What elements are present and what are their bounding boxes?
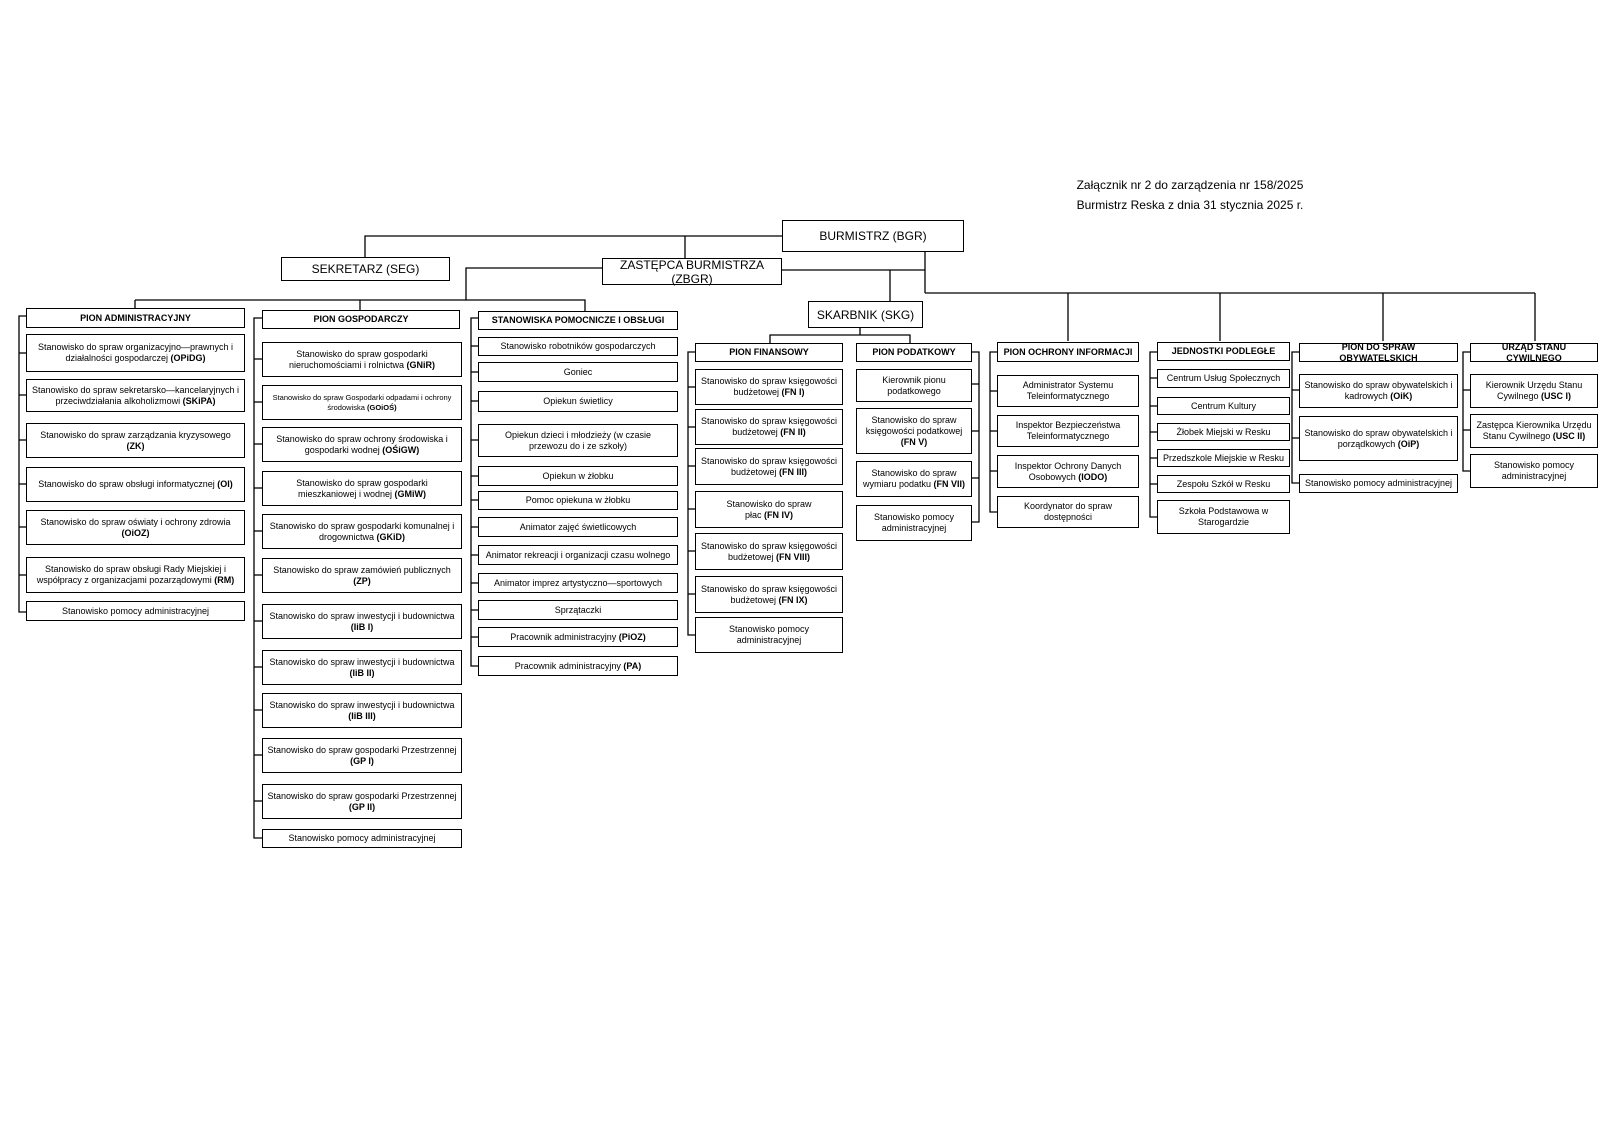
unit-label: Inspektor Ochrony Danych Osobowych (IODO): [1014, 460, 1122, 482]
unit-box: [695, 409, 843, 445]
unit-label: Stanowisko do spraw zamówień publicznych (ZP): [273, 564, 451, 586]
unit-label: Kierownik Urzędu Stanu Cywilnego (USC I): [1485, 380, 1583, 401]
unit-box: [1157, 369, 1290, 388]
unit-box: [1157, 397, 1290, 415]
unit-box: [478, 545, 678, 565]
attachment-note: [1050, 175, 1330, 215]
unit-box: [695, 491, 843, 528]
unit-label: Stanowisko do spraw ochrony środowiska i gospodarki wodnej (OŚiGW): [276, 433, 448, 455]
pomocnicze-header: [478, 311, 678, 330]
unit-box: [695, 448, 843, 485]
pion-finansowy-title: PION FINANSOWY: [729, 347, 809, 357]
unit-label: Stanowisko do spraw płac (FN IV): [726, 498, 812, 520]
burmistrz-label: BURMISTRZ (BGR): [819, 229, 927, 243]
unit-label: Stanowisko pomocy administracyjnej: [61, 605, 210, 616]
unit-label: Opiekun świetlicy: [543, 396, 613, 406]
unit-label: Stanowisko do spraw księgowości budżetowej (FN II): [700, 416, 838, 437]
unit-label: Stanowisko do spraw inwestycji i budownictwa (IiB III): [269, 699, 455, 721]
unit-label: Stanowisko do spraw gospodarki Przestrzennej (GP I): [267, 744, 457, 766]
skarbnik-box: [808, 301, 923, 328]
pion-ochrony-title: PION OCHRONY INFORMACJI: [1003, 346, 1133, 357]
unit-box: [856, 505, 972, 541]
unit-box: [478, 391, 678, 412]
unit-label: Stanowisko do spraw obywatelskich i kadrowych (OiK): [1304, 380, 1453, 401]
skarbnik-label: SKARBNIK (SKG): [816, 307, 915, 322]
sekretarz-label: SEKRETARZ (SEG): [311, 262, 420, 276]
unit-label: Animator zajęć świetlicowych: [519, 521, 637, 532]
unit-box: [478, 573, 678, 593]
unit-label: Stanowisko pomocy administracyjnej: [728, 624, 810, 645]
unit-box: [1299, 374, 1458, 408]
unit-label: Stanowisko do spraw księgowości budżetowej (FN III): [700, 455, 838, 477]
unit-label: Zastępca Kierownika Urzędu Stanu Cywilnego (USC II): [1476, 420, 1592, 441]
unit-box: [262, 604, 462, 639]
unit-box: [262, 558, 462, 593]
zastepca-box: [602, 258, 782, 285]
unit-box: [1157, 423, 1290, 441]
unit-box: [262, 784, 462, 819]
unit-label: Koordynator do spraw dostępności: [1023, 501, 1113, 522]
unit-box: [1470, 454, 1598, 488]
unit-label: Stanowisko do spraw organizacyjno—prawnych i działalności gospodarczej (OPiDG): [37, 342, 234, 363]
unit-label: Stanowisko robotników gospodarczych: [500, 341, 656, 351]
unit-label: Pomoc opiekuna w żłobku: [525, 495, 631, 505]
unit-label: Stanowisko do spraw inwestycji i budownictwa (IiB I): [269, 610, 455, 632]
unit-box: [1299, 416, 1458, 461]
jednostki-title: JEDNOSTKI PODLEGŁE: [1171, 346, 1276, 356]
unit-label: Stanowisko do spraw obsługi Rady Miejskiej i współpracy z organizacjami pozarządowymi (RM): [36, 564, 235, 585]
sekretarz-box: [281, 257, 450, 281]
unit-label: Centrum Kultury: [1190, 400, 1257, 411]
unit-box: [997, 375, 1139, 407]
unit-box: [26, 467, 245, 502]
unit-box: [26, 601, 245, 621]
unit-box: [478, 362, 678, 382]
unit-label: Stanowisko pomocy administracyjnej: [288, 833, 436, 843]
unit-box: [262, 738, 462, 773]
unit-box: [26, 423, 245, 458]
unit-label: Stanowisko do spraw gospodarki nieruchomościami i rolnictwa (GNiR): [288, 348, 436, 370]
unit-box: [262, 427, 462, 462]
unit-box: [478, 491, 678, 510]
unit-label: Stanowisko pomocy administracyjnej: [1493, 460, 1575, 481]
unit-label: Stanowisko pomocy administracyjnej: [873, 512, 955, 533]
unit-box: [262, 471, 462, 506]
pomocnicze-title: STANOWISKA POMOCNICZE I OBSŁUGI: [491, 315, 665, 325]
unit-box: [478, 517, 678, 537]
unit-label: Administrator Systemu Teleinformatycznego: [1022, 380, 1114, 401]
zastepca-label: ZASTĘPCA BURMISTRZA (ZBGR): [619, 257, 765, 286]
usc-title: URZĄD STANU CYWILNEGO: [1501, 341, 1567, 363]
unit-label: Stanowisko do spraw obywatelskich i porządkowych (OiP): [1304, 427, 1453, 449]
unit-box: [695, 533, 843, 570]
unit-label: Centrum Usług Społecznych: [1166, 373, 1281, 383]
unit-box: [997, 455, 1139, 488]
unit-box: [1470, 374, 1598, 408]
unit-box: [26, 379, 245, 412]
unit-label: Stanowisko do spraw księgowości budżetowej (FN VIII): [700, 540, 838, 562]
unit-label: Animator rekreacji i organizacji czasu wolnego: [485, 549, 671, 560]
unit-box: [26, 510, 245, 545]
unit-label: Goniec: [563, 366, 593, 377]
burmistrz-box: [782, 220, 964, 252]
unit-box: [695, 576, 843, 613]
unit-box: [695, 617, 843, 653]
unit-box: [262, 514, 462, 549]
unit-box: [1299, 474, 1458, 493]
unit-box: [262, 385, 462, 420]
unit-label: Stanowisko do spraw wymiaru podatku (FN VII): [862, 468, 966, 489]
unit-label: Opiekun dzieci i młodzieży (w czasie przewozu do i ze szkoły): [504, 429, 652, 451]
unit-label: Pracownik administracyjny (PiOZ): [510, 631, 646, 642]
pion-obywatelskich-title: PION DO SPRAW OBYWATELSKICH: [1339, 341, 1418, 363]
unit-label: Szkoła Podstawowa w Starogardzie: [1178, 506, 1269, 527]
unit-box: [997, 496, 1139, 528]
unit-box: [478, 656, 678, 676]
pion-podatkowy-title: PION PODATKOWY: [872, 347, 956, 357]
unit-box: [695, 369, 843, 405]
unit-label: Stanowisko pomocy administracyjnej: [1304, 478, 1453, 488]
unit-label: Animator imprez artystyczno—sportowych: [493, 577, 663, 588]
unit-box: [1157, 475, 1290, 493]
unit-box: [262, 342, 462, 377]
unit-label: Opiekun w żłobku: [542, 470, 614, 481]
unit-box: [478, 337, 678, 356]
unit-label: Inspektor Bezpieczeństwa Teleinformatycznego: [1015, 420, 1121, 441]
pion-podatkowy-header: [856, 343, 972, 362]
attachment-note-line2: Burmistrz Reska z dnia 31 stycznia 2025 r.: [1076, 198, 1304, 212]
jednostki-header: [1157, 342, 1290, 361]
unit-box: [478, 424, 678, 457]
unit-label: Stanowisko do spraw inwestycji i budownictwa (IiB II): [269, 656, 455, 678]
unit-box: [1157, 449, 1290, 467]
unit-label: Stanowisko do spraw sekretarsko—kancelaryjnych i przeciwdziałania alkoholizmowi (SKiPA): [31, 384, 240, 406]
unit-label: Zespołu Szkół w Resku: [1176, 478, 1271, 489]
unit-label: Żłobek Miejski w Resku: [1176, 426, 1271, 437]
unit-box: [26, 334, 245, 372]
usc-header: [1470, 343, 1598, 362]
unit-label: Kierownik pionu podatkowego: [882, 374, 946, 396]
pion-gospodarczy-title: PION GOSPODARCZY: [313, 314, 409, 324]
unit-label: Stanowisko do spraw księgowości budżetowej (FN IX): [700, 583, 838, 605]
pion-administracyjny-title: PION ADMINISTRACYJNY: [80, 312, 191, 323]
unit-label: Pracownik administracyjny (PA): [514, 660, 642, 671]
unit-label: Przedszkole Miejskie w Resku: [1162, 452, 1285, 463]
unit-label: Sprzątaczki: [554, 604, 602, 615]
unit-box: [1470, 414, 1598, 448]
unit-box: [1157, 500, 1290, 534]
unit-box: [856, 369, 972, 402]
pion-obywatelskich-header: [1299, 343, 1458, 362]
unit-label: Stanowisko do spraw księgowości podatkowej (FN V): [865, 414, 963, 447]
unit-box: [26, 557, 245, 593]
unit-box: [856, 408, 972, 454]
unit-box: [262, 693, 462, 728]
unit-label: Stanowisko do spraw Gospodarki odpadami i ochrony środowiska (GOiOŚ): [272, 392, 452, 412]
unit-label: Stanowisko do spraw gospodarki mieszkaniowej i wodnej (GMiW): [296, 477, 428, 499]
unit-label: Stanowisko do spraw księgowości budżetowej (FN I): [700, 376, 838, 397]
unit-label: Stanowisko do spraw gospodarki komunalnej i drogownictwa (GKiD): [269, 520, 455, 542]
unit-box: [478, 627, 678, 647]
unit-box: [856, 461, 972, 497]
unit-label: Stanowisko do spraw obsługi informatycznej (OI): [38, 479, 233, 489]
attachment-note-line1: Załącznik nr 2 do zarządzenia nr 158/2025: [1076, 178, 1304, 192]
unit-box: [262, 650, 462, 685]
unit-box: [478, 466, 678, 486]
unit-label: Stanowisko do spraw zarządzania kryzysowego (ZK): [40, 429, 231, 451]
unit-box: [478, 600, 678, 620]
unit-label: Stanowisko do spraw gospodarki Przestrzennej (GP II): [267, 790, 457, 812]
pion-finansowy-header: [695, 343, 843, 362]
unit-box: [262, 829, 462, 848]
pion-ochrony-header: [997, 342, 1139, 362]
unit-label: Stanowisko do spraw oświaty i ochrony zdrowia (OiOZ): [40, 516, 231, 538]
pion-gospodarczy-header: [262, 310, 460, 329]
pion-administracyjny-header: [26, 308, 245, 328]
unit-box: [997, 415, 1139, 447]
